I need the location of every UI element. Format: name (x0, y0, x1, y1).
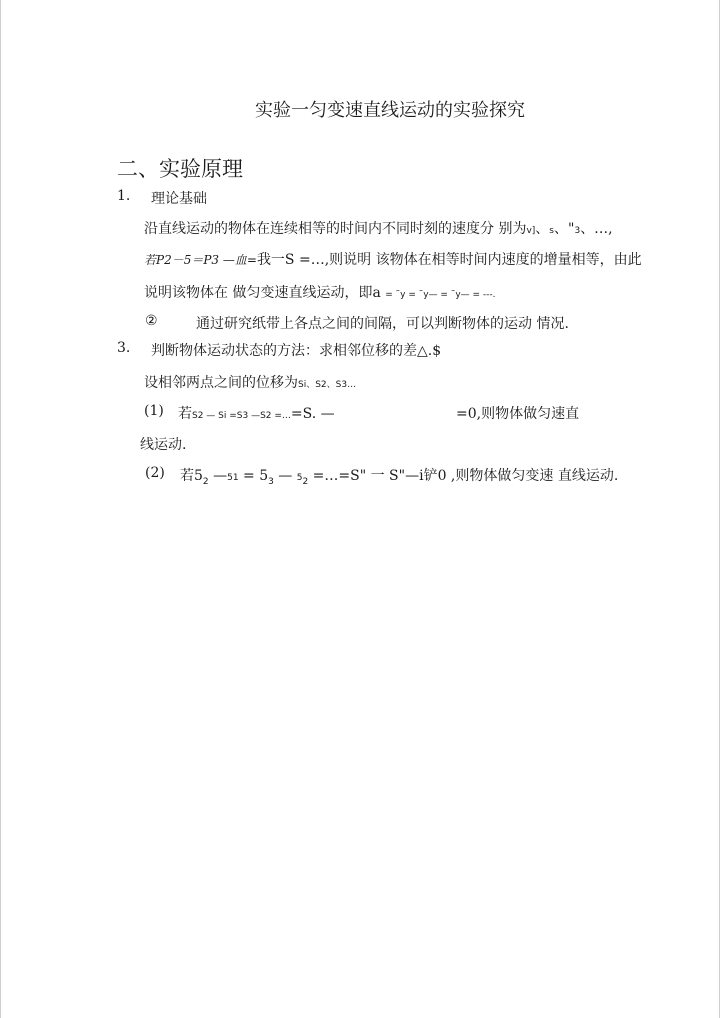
case2-part3: — (273, 468, 297, 484)
case2-part2: = 5 (238, 468, 269, 484)
para1-line2 (144, 249, 642, 269)
para1-line2-text: 我一S =…,则说明 该物体在相等时间内速度的增量相等，由此 (256, 252, 642, 268)
case2-sub4: 5 (296, 473, 303, 483)
case2-sub3: 3 (268, 476, 274, 487)
case1-marker: (1) (144, 403, 164, 419)
case1-line1 (178, 403, 335, 423)
section-heading: 二、实验原理 (117, 157, 243, 181)
item3-number: 3. (117, 340, 131, 356)
para1-sep2: 、" (554, 221, 575, 237)
para1-line1-end: 、…, (580, 221, 613, 237)
para1-line3-text: 说明该物体在 做匀变速直线运动，即a (144, 285, 381, 301)
para1-line3 (144, 282, 496, 302)
item1-label: 理论基础 (151, 191, 207, 207)
item2-text: 通过研究纸带上各点之间的间隔，可以判断物体的运动 情况. (196, 316, 569, 332)
case2-line (180, 465, 618, 487)
para2-symbols: Si、S2、S3… (298, 380, 357, 390)
para1-symbol-s: s (549, 226, 554, 236)
case2-marker: (2) (145, 465, 165, 481)
case2-prefix: 若5 (180, 468, 203, 484)
case2-sub1: 2 (202, 476, 209, 487)
case2-sub4b: 2 (302, 476, 309, 487)
item3-text: 判断物体运动状态的方法：求相邻位移的差△.$ (151, 343, 442, 359)
case1-line2: 线运动. (140, 437, 187, 453)
para1-line1-text: 沿直线运动的物体在连续相等的时间内不同时刻的速度分 别为 (144, 221, 527, 237)
para2-line (144, 372, 356, 392)
item1-number: 1. (117, 188, 131, 204)
case1-prefix: 若 (178, 406, 192, 422)
page-left-border (0, 0, 1, 1018)
para1-sep1: 、 (535, 221, 550, 237)
case1-result: =0,则物体做匀速直 (456, 406, 580, 422)
case1-formula: S2 — Si =S3 —S2 =… (192, 411, 291, 421)
item2-marker: ② (145, 313, 158, 329)
case1-mid: =S. — (290, 406, 335, 422)
para1-line1 (144, 218, 613, 238)
case2-sub2: 51 (227, 473, 239, 483)
document-title: 实验一匀变速直线运动的实验探究 (255, 100, 525, 121)
para2-text: 设相邻两点之间的位移为 (144, 375, 298, 391)
para1-symbol-v1: v] (526, 226, 536, 236)
case2-part4: =…=S" 一 S"—i铲0 ,则物体做匀变速 直线运动. (308, 468, 619, 484)
para1-symbol-3: 3 (574, 226, 581, 236)
para1-formula: 若P2－5＝P3 —血= (144, 253, 257, 267)
para1-acceleration-formula: = ˜y = ˜y— = ˜y— = ---. (385, 290, 496, 300)
case2-part1: — (208, 468, 228, 484)
